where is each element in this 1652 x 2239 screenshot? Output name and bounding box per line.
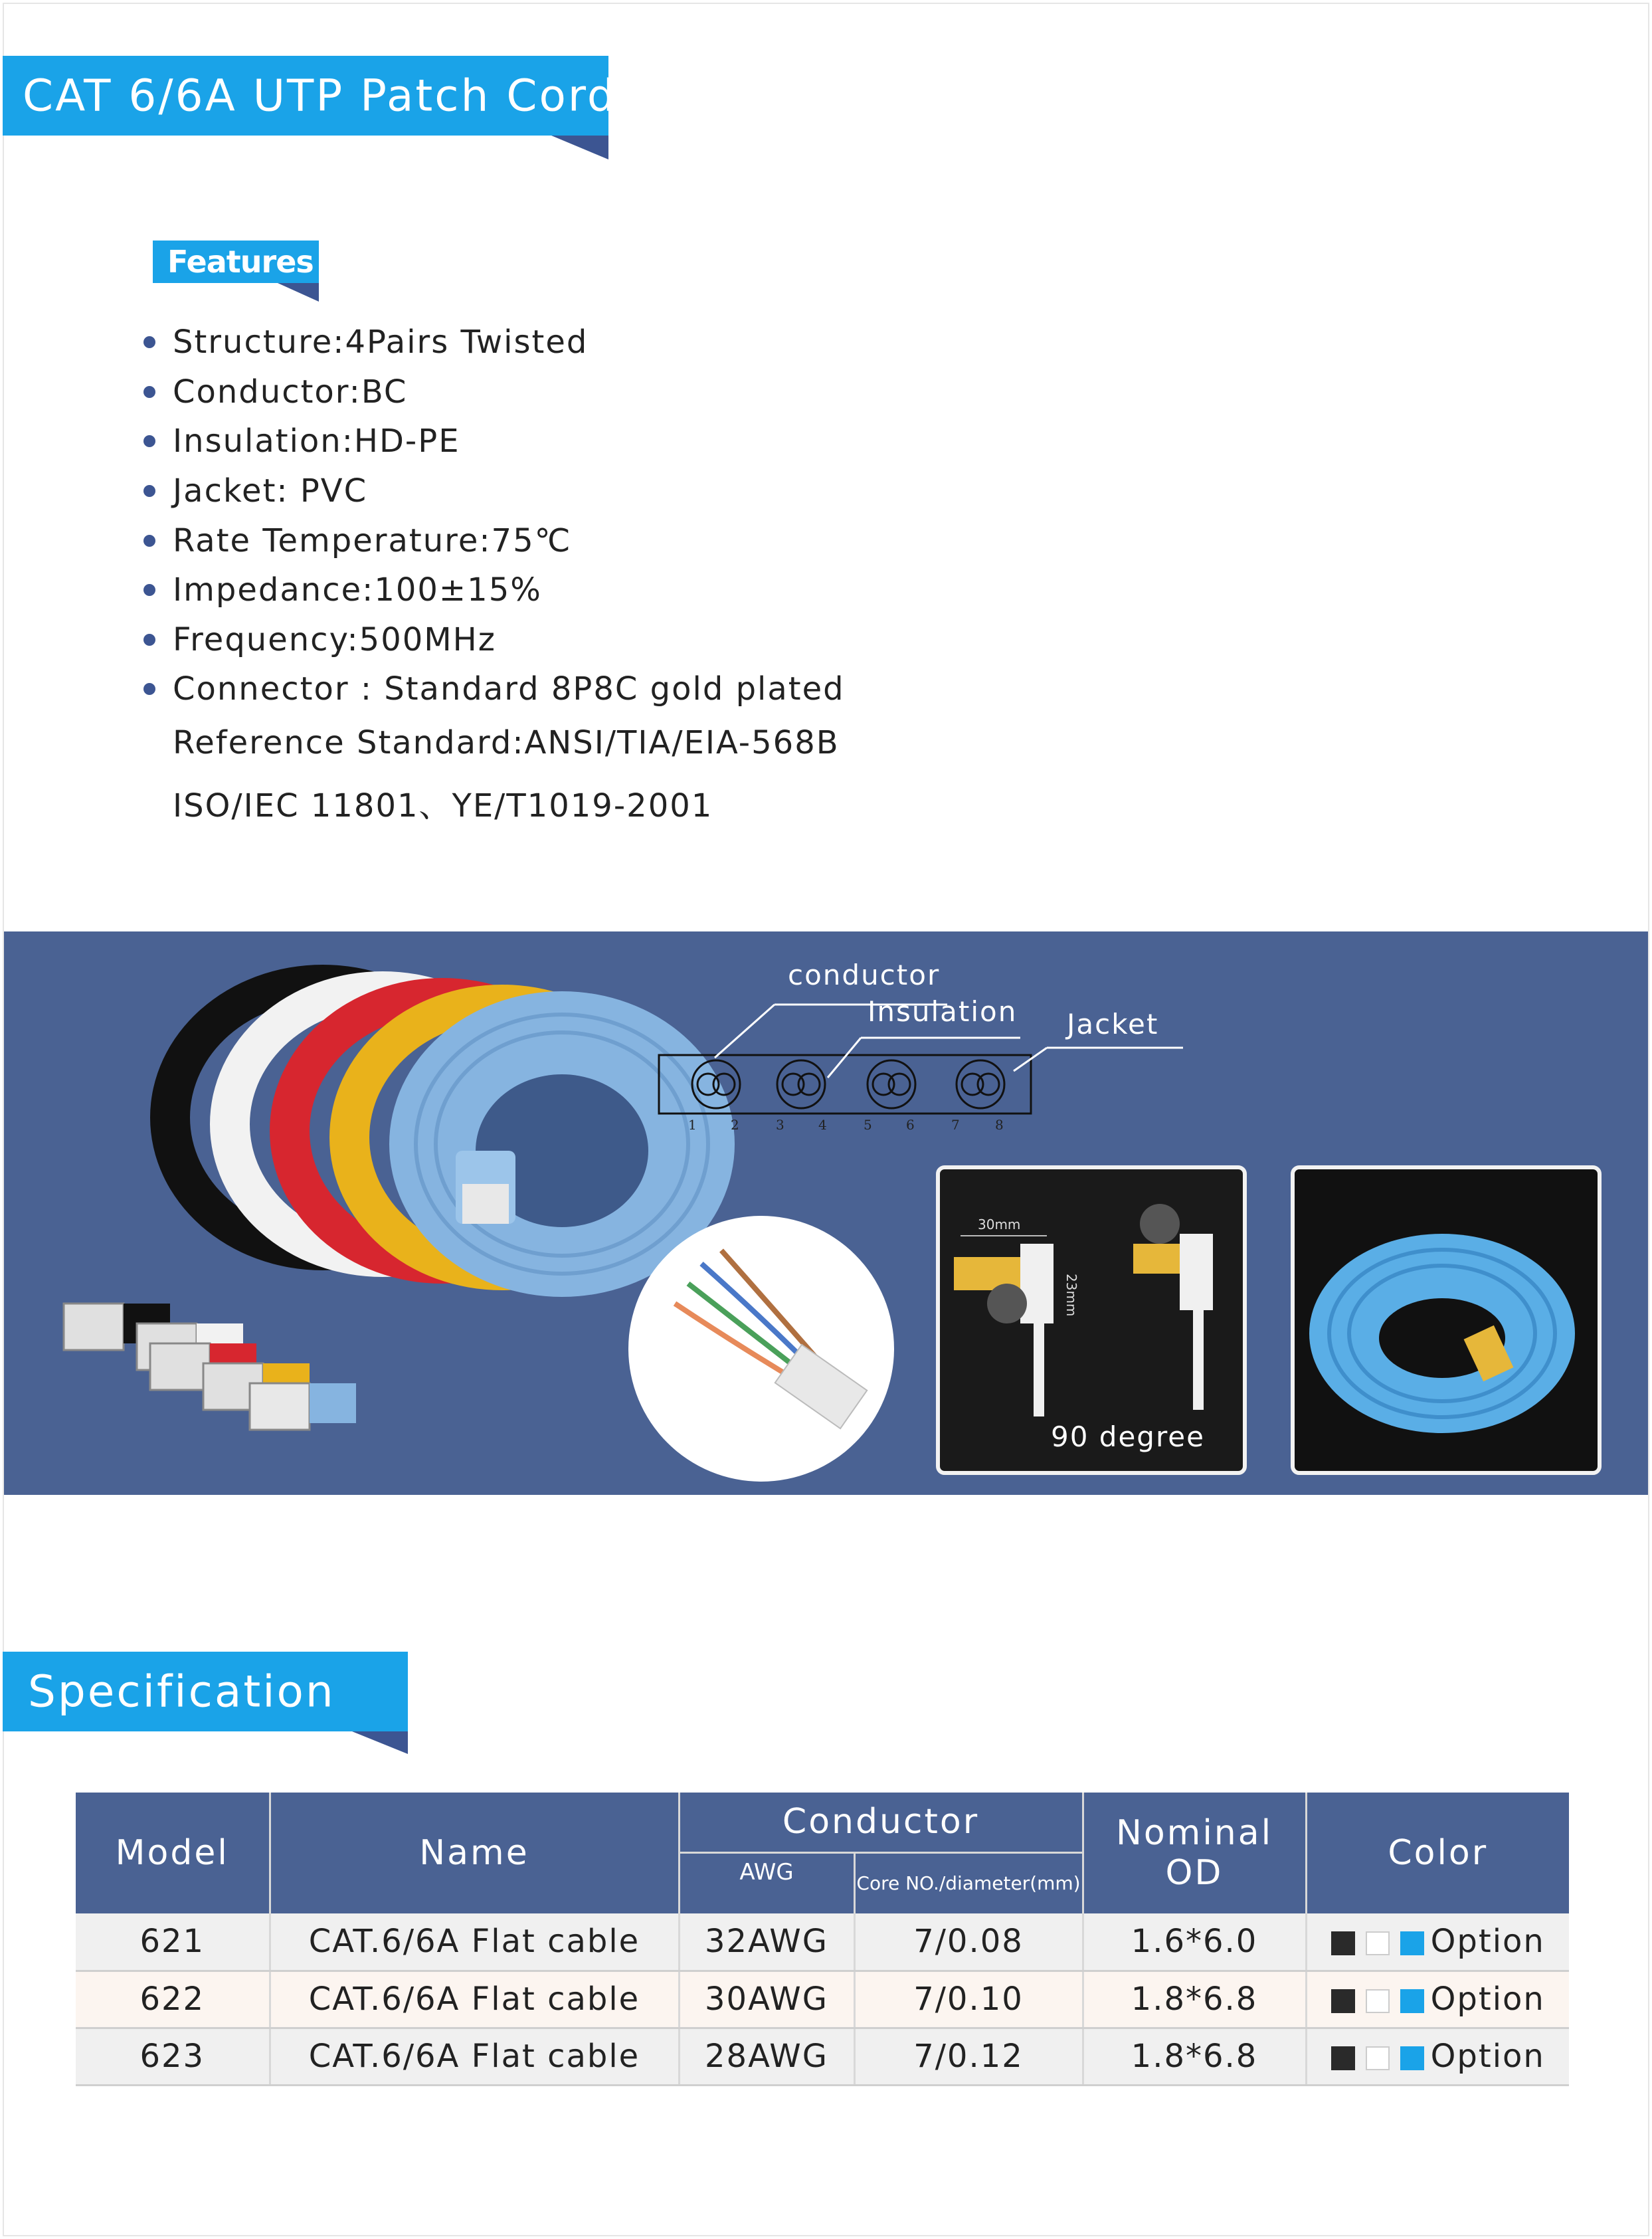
cell-color — [1306, 1913, 1569, 1971]
cell-od: 1.8*6.8 — [1083, 2028, 1306, 2085]
features-heading: Features — [167, 244, 314, 280]
header-name: Name — [270, 1793, 679, 1913]
header-core: Core NO./diameter(mm) — [854, 1852, 1083, 1913]
features-banner — [153, 241, 319, 283]
header-conductor: Conductor — [679, 1793, 1083, 1852]
white-swatch-icon — [1366, 1989, 1390, 2013]
cell-awg: 28AWG — [679, 2028, 854, 2085]
white-swatch-icon — [1366, 2046, 1390, 2070]
dimension-width: 30mm — [978, 1217, 1021, 1232]
color-option-label: Option — [1430, 2038, 1545, 2075]
bullet-icon — [143, 634, 155, 646]
cell-model: 622 — [76, 1971, 270, 2028]
product-illustration-band — [4, 931, 1648, 1495]
header-nominal-od: Nominal OD — [1083, 1793, 1306, 1913]
pair-number: 5 — [864, 1117, 872, 1133]
black-swatch-icon — [1331, 2046, 1355, 2070]
table-row — [76, 2028, 1569, 2085]
color-option-label: Option — [1430, 1981, 1545, 2018]
features-banner-fold — [278, 283, 319, 302]
cell-name: CAT.6/6A Flat cable — [270, 1913, 679, 1971]
bullet-icon — [143, 535, 155, 547]
cell-model: 623 — [76, 2028, 270, 2085]
cell-awg: 32AWG — [679, 1913, 854, 1971]
pair-number: 1 — [688, 1117, 697, 1133]
cell-core: 7/0.08 — [854, 1913, 1083, 1971]
title-banner — [3, 56, 617, 136]
header-model: Model — [76, 1793, 270, 1913]
title-banner-fold — [551, 136, 608, 159]
cell-od: 1.8*6.8 — [1083, 1971, 1306, 2028]
cross-section-diagram — [659, 959, 1183, 1133]
specification-banner — [3, 1652, 408, 1731]
product-illustration — [4, 931, 1648, 1495]
table-row — [76, 1971, 1569, 2028]
pair-number: 8 — [995, 1117, 1004, 1133]
pair-number: 4 — [818, 1117, 827, 1133]
specification-table — [76, 1793, 1569, 2086]
twisted-pairs-image — [628, 1216, 894, 1482]
bullet-icon — [143, 485, 155, 497]
blue-swatch-icon — [1400, 1931, 1424, 1955]
cell-awg: 30AWG — [679, 1971, 854, 2028]
reference-standard: Reference Standard:ANSI/TIA/EIA-568B — [173, 724, 840, 761]
page-title: CAT 6/6A UTP Patch Cord — [23, 70, 617, 122]
cell-color — [1306, 1971, 1569, 2028]
blue-coil-image — [1293, 1167, 1600, 1473]
cell-core: 7/0.12 — [854, 2028, 1083, 2085]
pair-number: 6 — [906, 1117, 915, 1133]
cell-model: 621 — [76, 1913, 270, 1971]
cell-od: 1.6*6.0 — [1083, 1913, 1306, 1971]
cell-core: 7/0.10 — [854, 1971, 1083, 2028]
color-option-label: Option — [1430, 1923, 1545, 1961]
bullet-icon — [143, 386, 155, 398]
right-angle-connector-image — [938, 1167, 1245, 1473]
black-swatch-icon — [1331, 1989, 1355, 2013]
blue-swatch-icon — [1400, 1989, 1424, 2013]
ninety-degree-caption: 90 degree — [1051, 1420, 1205, 1453]
dimension-height: 23mm — [1063, 1274, 1079, 1317]
cell-name: CAT.6/6A Flat cable — [270, 2028, 679, 2085]
cell-name: CAT.6/6A Flat cable — [270, 1971, 679, 2028]
jacket-label: Jacket — [1067, 1008, 1159, 1040]
insulation-label: Insulation — [868, 995, 1018, 1028]
conductor-label: conductor — [788, 959, 941, 991]
black-swatch-icon — [1331, 1931, 1355, 1955]
specification-heading: Specification — [28, 1666, 335, 1717]
white-swatch-icon — [1366, 1931, 1390, 1955]
blue-swatch-icon — [1400, 2046, 1424, 2070]
reference-iso: ISO/IEC 11801、YE/T1019-2001 — [173, 787, 713, 825]
header-awg: AWG — [679, 1852, 854, 1913]
specification-banner-fold — [352, 1731, 408, 1754]
pair-number: 7 — [951, 1117, 960, 1133]
header-color: Color — [1306, 1793, 1569, 1913]
pair-number: 2 — [731, 1117, 739, 1133]
cell-color — [1306, 2028, 1569, 2085]
table-row — [76, 1913, 1569, 1971]
pair-number: 3 — [776, 1117, 784, 1133]
